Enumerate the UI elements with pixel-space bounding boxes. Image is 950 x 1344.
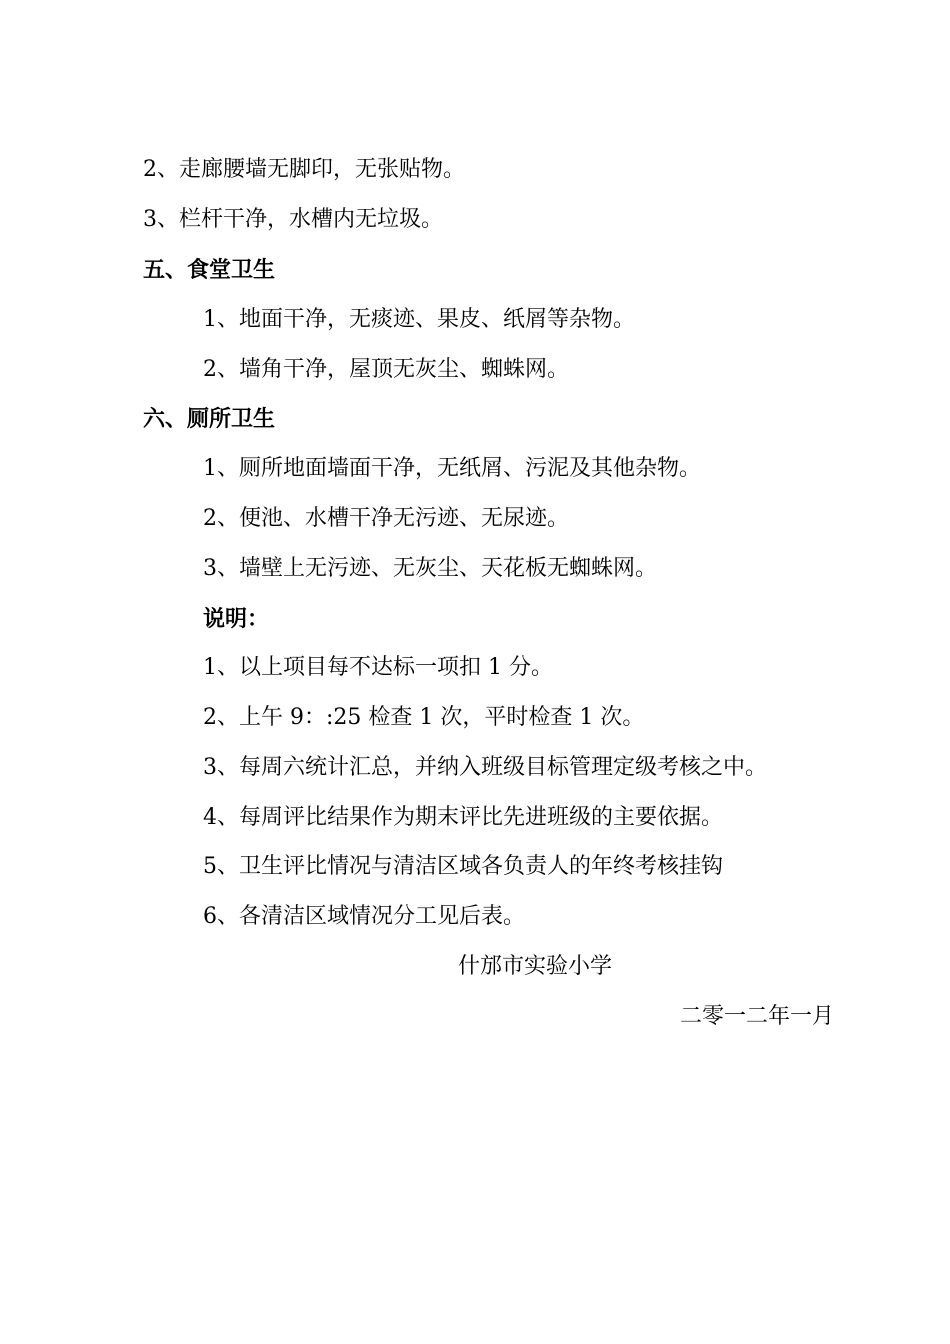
notes-heading: 说明： [203, 606, 270, 632]
text-line-toilet-wall: 3、墙壁上无污迹、无灰尘、天花板无蜘蛛网。 [203, 556, 657, 581]
section-heading-toilet: 六、厕所卫生 [143, 406, 276, 432]
note-item-3: 3、每周六统计汇总，并纳入班级目标管理定级考核之中。 [203, 755, 767, 780]
text-line-toilet-floor: 1、厕所地面墙面干净，无纸屑、污泥及其他杂物。 [203, 456, 701, 481]
text-line-railing: 3、栏杆干净，水槽内无垃圾。 [143, 207, 443, 232]
note-item-5: 5、卫生评比情况与清洁区域各负责人的年终考核挂钩 [203, 854, 723, 879]
text-line-corridor-wall: 2、走廊腰墙无脚印，无张贴物。 [143, 157, 465, 182]
section-heading-canteen: 五、食堂卫生 [143, 257, 276, 283]
text-line-canteen-floor: 1、地面干净，无痰迹、果皮、纸屑等杂物。 [203, 307, 635, 332]
note-item-1: 1、以上项目每不达标一项扣 1 分。 [203, 655, 553, 680]
text-line-canteen-corner: 2、墙角干净，屋顶无灰尘、蜘蛛网。 [203, 357, 569, 382]
text-line-toilet-basin: 2、便池、水槽干净无污迹、无尿迹。 [203, 506, 569, 531]
signature-organization: 什邡市实验小学 [458, 954, 613, 979]
note-item-4: 4、每周评比结果作为期末评比先进班级的主要依据。 [203, 805, 723, 830]
note-item-2: 2、上午 9：:25 检查 1 次，平时检查 1 次。 [203, 705, 645, 730]
note-item-6: 6、各清洁区域情况分工见后表。 [203, 904, 525, 929]
signature-date: 二零一二年一月 [680, 1004, 835, 1029]
